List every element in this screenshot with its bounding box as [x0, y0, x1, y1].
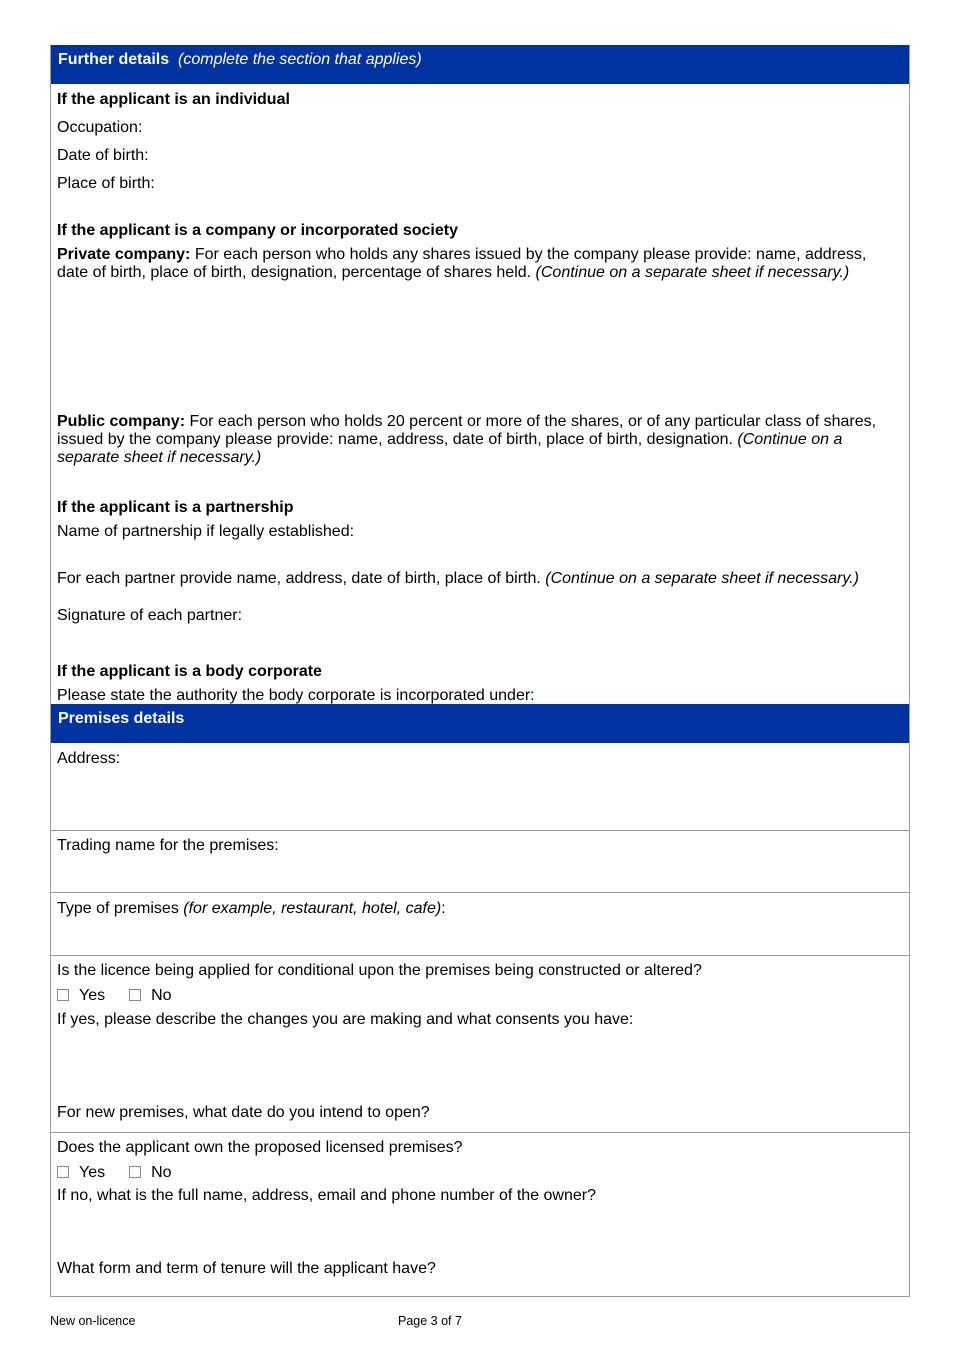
body-corporate-heading: If the applicant is a body corporate: [57, 663, 322, 680]
no-label: No: [151, 1164, 172, 1181]
partner-signature-field[interactable]: Signature of each partner:: [57, 607, 243, 624]
private-note: (Continue on a separate sheet if necessary.): [535, 264, 850, 281]
type-colon: :: [441, 900, 446, 917]
partnership-name-field[interactable]: Name of partnership if legally established:: [57, 523, 355, 540]
divider: [51, 1132, 909, 1133]
divider: [51, 830, 909, 831]
yes-checkbox[interactable]: [57, 1166, 69, 1178]
public-label: Public company:: [57, 413, 186, 430]
footer-page-number: Page 3 of 7: [398, 1314, 462, 1328]
owner-field[interactable]: If no, what is the full name, address, email and phone number of the owner?: [57, 1187, 596, 1204]
type-example: (for example, restaurant, hotel, cafe): [183, 900, 442, 917]
section-title: Premises details: [58, 710, 185, 727]
divider: [51, 892, 909, 893]
public-note: (Continue on a separate sheet if necessary.): [57, 431, 843, 466]
changes-field[interactable]: If yes, please describe the changes you are making and what consents you have:: [57, 1011, 634, 1028]
private-company-text[interactable]: [57, 246, 897, 282]
yes-label: Yes: [79, 987, 106, 1004]
authority-field[interactable]: Please state the authority the body corporate is incorporated under:: [57, 687, 535, 704]
conditional-options: [57, 987, 172, 1005]
occupation-field[interactable]: Occupation:: [57, 119, 143, 136]
partners-note: (Continue on a separate sheet if necessary.): [545, 570, 859, 587]
no-label: No: [151, 987, 172, 1004]
tenure-field[interactable]: What form and term of tenure will the applicant have?: [57, 1260, 436, 1277]
own-question: Does the applicant own the proposed licensed premises?: [57, 1139, 463, 1156]
premises-details-header: [51, 704, 909, 743]
trading-name-field[interactable]: Trading name for the premises:: [57, 837, 279, 854]
partners-text: For each partner provide name, address, date of birth, place of birth.: [57, 570, 546, 587]
pob-field[interactable]: Place of birth:: [57, 175, 155, 192]
conditional-question: Is the licence being applied for conditional upon the premises being constructed or altered?: [57, 962, 702, 979]
no-checkbox[interactable]: [129, 989, 141, 1001]
private-text: For each person who holds any shares issued by the company please provide: name, address, date of birth, place of birth, designation, percentage of shares held.: [57, 246, 867, 281]
dob-field[interactable]: Date of birth:: [57, 147, 149, 164]
company-heading: If the applicant is a company or incorporated society: [57, 222, 458, 239]
footer-form-name: New on-licence: [50, 1314, 136, 1328]
partnership-heading: If the applicant is a partnership: [57, 499, 294, 516]
partners-details-field[interactable]: [57, 570, 859, 588]
divider: [51, 955, 909, 956]
yes-checkbox[interactable]: [57, 989, 69, 1001]
premises-type-field[interactable]: [57, 900, 446, 918]
address-field[interactable]: Address:: [57, 750, 121, 767]
private-label: Private company:: [57, 246, 191, 263]
yes-label: Yes: [79, 1164, 106, 1181]
further-details-header: [51, 45, 909, 84]
public-company-text[interactable]: [57, 413, 897, 467]
public-text: For each person who holds 20 percent or more of the shares, or of any particular class of shares, issued by the company please provide: name, address, date of birth, place of birth, designation.: [57, 413, 877, 448]
type-label: Type of premises: [57, 900, 184, 917]
section-subtitle: (complete the section that applies): [178, 51, 422, 68]
no-checkbox[interactable]: [129, 1166, 141, 1178]
individual-heading: If the applicant is an individual: [57, 91, 290, 108]
own-options: [57, 1164, 172, 1182]
section-title: Further details: [58, 51, 170, 68]
open-date-field[interactable]: For new premises, what date do you intend to open?: [57, 1104, 430, 1121]
